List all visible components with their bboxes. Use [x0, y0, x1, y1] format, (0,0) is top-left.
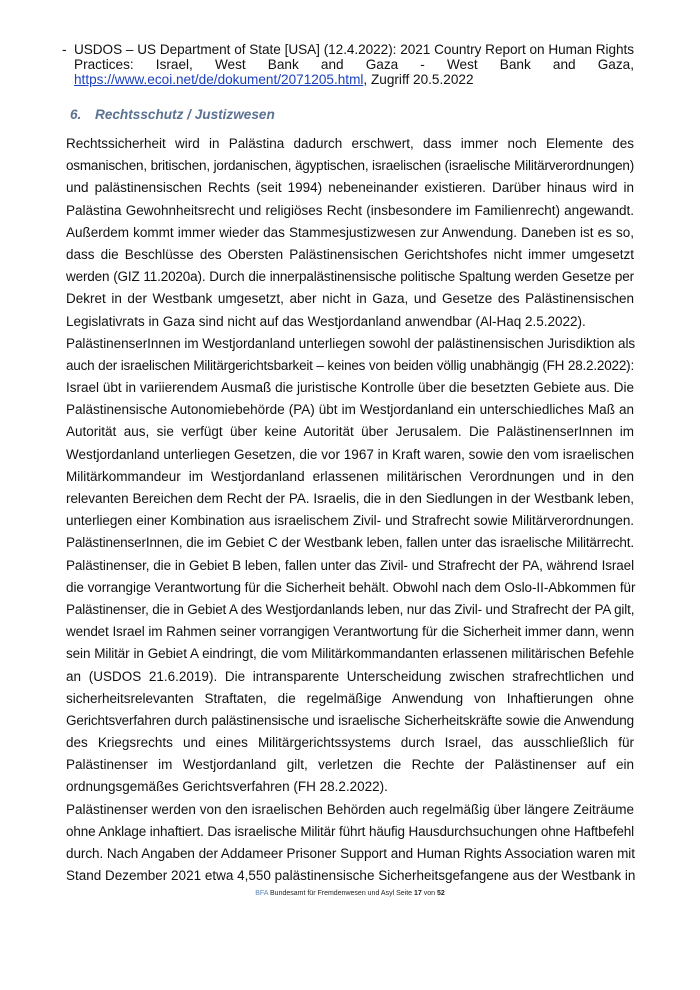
text-line: Palästina Gewohnheitsrecht und religiöses Recht (insbesondere im Familienrecht) angewandt. — [66, 202, 634, 218]
text-line: Gerichtsverfahren durch palästinensische und israelische Sicherheitskräfte sowie die Anwendung — [66, 712, 634, 728]
footer-text: Bundesamt für Fremdenwesen und Asyl Seite — [268, 890, 414, 897]
reference-line — [74, 72, 634, 87]
text-line: auch der israelischen Militärgerichtsbarkeit – keines von beiden völlig unabhängig (FH 28.2.2022): — [66, 357, 634, 373]
text-line: unterliegen einer Kombination aus israelischem Zivil- und Strafrecht sowie Militärverordnungen. — [66, 513, 634, 529]
section-number: 6. — [70, 107, 82, 122]
text-line: Stand Dezember 2021 etwa 4,550 palästinensische Sicherheitsgefangene aus der Westbank in — [66, 868, 636, 884]
text-line: Palästinenser, die in Gebiet B leben, fallen unter das Zivil- und Strafrecht der PA, während Israel — [66, 557, 634, 573]
text-line: PalästinenserInnen im Westjordanland unterliegen sowohl der palästinensischen Jurisdiktion als — [66, 335, 636, 351]
text-line: die vorrangige Verantwortung für die Sicherheit behält. Obwohl nach dem Oslo-II-Abkommen für — [66, 579, 636, 595]
text-line: an (USDOS 21.6.2019). Die intransparente Unterscheidung zwischen strafrechtlichen und — [66, 668, 634, 684]
reference-link[interactable]: https://www.ecoi.net/de/dokument/2071205.html — [74, 72, 364, 87]
text-line: Palästinensische Autonomiebehörde (PA) übt im Westjordanland ein unterschiedliches Maß an — [66, 402, 634, 418]
text-line: osmanischen, britischen, jordanischen, ägyptischen, israelischen (israelische Militärverordnungen) — [66, 158, 634, 174]
text-line: PalästinenserInnen, die im Gebiet C der Westbank leben, fallen unter das israelische Militärrecht. — [66, 535, 634, 551]
text-line: Westjordanland unterliegen Gesetzen, die vor 1967 in Kraft waren, sowie den vom israelischen — [66, 446, 634, 462]
text-line: des Kriegsrechts und eines Militärgerichtssystems durch Israel, das ausschließlich für — [66, 735, 634, 751]
text-line: Rechtssicherheit wird in Palästina dadurch erschwert, dass immer noch Elemente des — [66, 136, 634, 151]
reference-line: USDOS – US Department of State [USA] (12.4.2022): 2021 Country Report on Human Rights — [74, 42, 634, 57]
text-line: werden (GIZ 11.2020a). Durch die innerpalästinensische politische Spaltung werden Gesetze per — [66, 269, 634, 285]
footer-brand: BFA — [255, 890, 269, 897]
reference-entry — [62, 42, 634, 87]
section-title: Rechtsschutz / Justizwesen — [95, 107, 275, 122]
text-line: Dekret in der Westbank umgesetzt, aber nicht in Gaza, und Gesetze des Palästinensischen — [66, 291, 634, 307]
section-heading — [70, 107, 275, 123]
text-line: und palästinensischen Rechts (seit 1994) nebeneinander existieren. Darüber hinaus wird in — [66, 180, 634, 196]
text-line: wendet Israel im Rahmen seiner vorrangigen Verantwortung für die Sicherheit immer dann, wenn — [66, 624, 634, 640]
text-line: relevanten Bereichen dem Recht der PA. Israelis, die in den Siedlungen in der Westbank leben, — [66, 491, 634, 506]
footer-page-total: 52 — [436, 890, 445, 897]
footer-page-number: 17 — [413, 890, 422, 897]
text-line: Palästinenser werden von den israelischen Behörden auch regelmäßig über längere Zeiträume — [66, 801, 634, 817]
text-line: Palästinenser im Westjordanland gilt, verletzen die Rechte der Palästinenser auf ein — [66, 757, 634, 773]
reference-access-date: , Zugriff 20.5.2022 — [363, 72, 474, 87]
text-line: durch. Nach Angaben der Addameer Prisoner Support and Human Rights Association waren mit — [66, 846, 635, 861]
text-line: Außerdem kommt immer wieder das Stammesjustizwesen zur Anwendung. Daneben ist es so, — [66, 224, 634, 240]
text-line: Legislativrats in Gaza sind nicht auf das Westjordanland anwendbar (Al-Haq 2.5.2022). — [66, 313, 586, 329]
text-line: sein Militär in Gebiet A eindringt, die vom Militärkommandanten erlassenen militärischen Befehle — [66, 646, 634, 662]
paragraph — [66, 799, 634, 888]
text-line: Palästinenser, die in Gebiet A des Westjordanlands leben, nur das Zivil- und Strafrecht der PA gilt, — [66, 601, 635, 617]
footer-of: von — [421, 890, 437, 897]
bullet-dash: - — [62, 42, 67, 57]
text-line: ohne Anklage inhaftiert. Das israelische Militär führt häufig Hausdurchsuchungen ohne Haftbefehl — [66, 823, 634, 839]
body-text — [66, 133, 634, 887]
text-line: dass die Beschlüsse des Obersten Palästinensischen Gerichtshofes nicht immer umgesetzt — [66, 246, 634, 262]
text-line: ordnungsgemäßes Gerichtsverfahren (FH 28.2.2022). — [66, 779, 388, 795]
text-line: Israel übt in variierendem Ausmaß die juristische Kontrolle über die besetzten Gebiete aus. Die — [66, 380, 634, 396]
paragraph — [66, 133, 634, 333]
reference-line: Practices: Israel, West Bank and Gaza - West Bank and Gaza, — [74, 57, 634, 72]
paragraph — [66, 333, 634, 799]
page-footer — [0, 889, 700, 898]
text-line: Militärkommandeur im Westjordanland erlassenen militärischen Verordnungen und in den — [66, 468, 634, 484]
text-line: sicherheitsrelevanten Straftaten, die regelmäßige Anwendung von Inhaftierungen ohne — [66, 690, 634, 706]
text-line: Autorität aus, sie verfügt über keine Autorität über Jerusalem. Die PalästinenserInnen im — [66, 424, 634, 440]
